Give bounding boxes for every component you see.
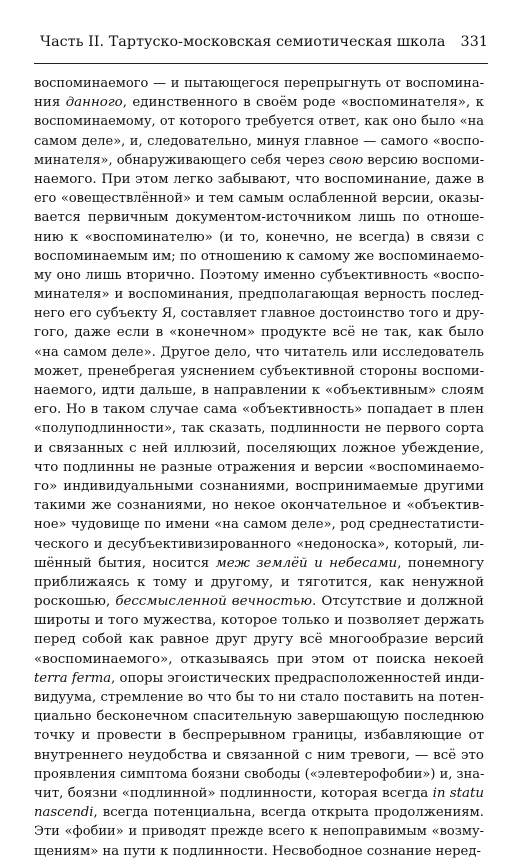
text-line bbox=[34, 726, 484, 745]
text-run: «полуподлинности», так сказать, подлинности не первого сорта bbox=[34, 421, 484, 437]
text-line bbox=[34, 822, 484, 841]
text-line bbox=[34, 93, 484, 112]
text-run: минателя», обнаруживающего себя через bbox=[34, 152, 330, 168]
italic-run: данного bbox=[65, 95, 123, 111]
text-line bbox=[34, 247, 484, 266]
text-line bbox=[34, 189, 484, 208]
text-run: его «овеществлённой» и тем самым ослабленной версии, оказы- bbox=[34, 191, 484, 207]
text-line bbox=[34, 592, 484, 611]
text-run: точку и провести в беспрерывном границы, избавляющие от bbox=[34, 728, 484, 744]
text-run: и связанных с ней иллюзий, поселяющих ложное убеждение, bbox=[34, 440, 484, 456]
text-run: широты и того мужества, которое только и позволяет держать bbox=[34, 613, 484, 629]
text-run: чит, боязни «подлинной» подлинности, которая всегда bbox=[34, 785, 433, 801]
text-run: гого, даже если в «конечном» продукте всё не так, как было bbox=[34, 325, 484, 341]
text-run: него его субъекту Я, составляет главное достоинство того и дру- bbox=[34, 306, 484, 322]
text-run: му оно лишь вторично. Поэтому именно субъективность «воспо- bbox=[34, 267, 484, 283]
text-run: «воспоминаемого», отказываясь при этом от поиска некоей bbox=[34, 651, 484, 667]
text-line bbox=[34, 765, 484, 784]
running-header bbox=[40, 34, 488, 50]
page-number: 331 bbox=[460, 34, 488, 50]
text-line bbox=[34, 535, 484, 554]
text-line bbox=[34, 439, 484, 458]
text-run: самом деле», и, следовательно, минуя главное — самого «воспо- bbox=[34, 133, 484, 149]
text-run: внутреннего неудобства и связанной с ним тревоги, — всё это bbox=[34, 747, 484, 763]
italic-run: бессмысленной вечностью bbox=[115, 594, 312, 610]
text-run: наемого. При этом легко забывают, что воспоминание, даже в bbox=[34, 171, 484, 187]
text-line bbox=[34, 112, 484, 131]
text-run: Эти «фобии» и приводят прежде всего к непоправимым «возму- bbox=[34, 824, 484, 840]
text-run: что подлинны не разные отражения и версии «воспоминаемо- bbox=[34, 459, 484, 475]
text-line bbox=[34, 419, 484, 438]
text-line bbox=[34, 170, 484, 189]
body-text bbox=[34, 74, 484, 861]
text-line bbox=[34, 784, 484, 803]
text-line bbox=[34, 458, 484, 477]
text-run: . Отсутствие и должной bbox=[312, 594, 484, 610]
text-line bbox=[34, 746, 484, 765]
text-line bbox=[34, 151, 484, 170]
text-run: циально бесконечном спасительную завершающую последнюю bbox=[34, 709, 484, 725]
text-run: , всегда потенциальна, всегда открыта продолжениям. bbox=[93, 805, 484, 821]
text-run: минателя» и воспоминания, предполагающая верность послед- bbox=[34, 287, 484, 303]
text-run: вается первичным документом-источником лишь по отноше- bbox=[34, 210, 484, 226]
text-line bbox=[34, 343, 484, 362]
italic-run: меж землёй и небесами bbox=[215, 555, 398, 571]
text-run: , понемногу bbox=[397, 555, 484, 571]
text-run: воспоминаемым им; по отношению к самому же воспоминаемо- bbox=[34, 248, 484, 264]
text-run: , опоры эгоистических предрасположенностей инди- bbox=[111, 670, 485, 686]
text-run: его. Но в таком случае сама «объективность» попадает в плен bbox=[34, 402, 484, 418]
text-run: го» индивидуальными сознаниями, воспринимаемые другими bbox=[34, 478, 484, 494]
text-run: , единственного в своём роде «воспоминателя», к bbox=[122, 95, 485, 111]
text-run: ное» чудовище по имени «на самом деле», род среднестатисти- bbox=[34, 517, 484, 533]
text-run: шённый бытия, носится bbox=[34, 555, 216, 571]
text-line bbox=[34, 228, 484, 247]
text-line bbox=[34, 842, 484, 861]
text-line bbox=[34, 803, 484, 822]
text-run: воспоминаемому, от которого требуется ответ, как оно было «на bbox=[34, 114, 484, 130]
text-line bbox=[34, 323, 484, 342]
text-run: перед собой как равное друг другу всё многообразие версий bbox=[34, 632, 484, 648]
text-line bbox=[34, 554, 484, 573]
text-line bbox=[34, 362, 484, 381]
text-run: может, пренебрегая уяснением субъективной стороны воспоми- bbox=[34, 363, 484, 379]
text-line bbox=[34, 304, 484, 323]
text-line bbox=[34, 74, 484, 93]
running-title: Часть II. Тартуско-московская семиотическая школа bbox=[40, 34, 446, 50]
text-run: ния bbox=[34, 95, 66, 111]
text-line bbox=[34, 132, 484, 151]
text-line bbox=[34, 611, 484, 630]
text-line bbox=[34, 496, 484, 515]
text-line bbox=[34, 707, 484, 726]
text-line bbox=[34, 669, 484, 688]
italic-run: terra ferma bbox=[34, 670, 112, 686]
text-run: щениям» на пути к подлинности. Несвободное сознание неред- bbox=[34, 843, 481, 859]
text-line bbox=[34, 650, 484, 669]
text-run: проявления симптома боязни свободы («элевтерофобии») и, зна- bbox=[34, 766, 485, 782]
text-run: роскошью, bbox=[34, 594, 116, 610]
text-run: приближаясь к тому и другому, и тяготится, как ненужной bbox=[34, 574, 484, 590]
text-run: ческого и десубъективизированного «недоноска», который, ли- bbox=[34, 536, 484, 552]
text-line bbox=[34, 208, 484, 227]
text-line bbox=[34, 477, 484, 496]
text-line bbox=[34, 688, 484, 707]
text-line bbox=[34, 630, 484, 649]
text-line bbox=[34, 381, 484, 400]
italic-run: in statu bbox=[432, 785, 484, 801]
text-line bbox=[34, 515, 484, 534]
text-run: воспоминаемого — и пытающегося перепрыгнуть от воспомина- bbox=[34, 76, 484, 91]
text-run: нию к «воспоминателю» (и то, конечно, не всегда) в связи с bbox=[34, 229, 484, 245]
text-line bbox=[34, 400, 484, 419]
header-rule bbox=[34, 63, 488, 64]
italic-run: свою bbox=[329, 152, 364, 168]
text-run: такими же сознаниями, но некое окончательное и «объектив- bbox=[34, 498, 484, 514]
text-line bbox=[34, 285, 484, 304]
text-run: версию воспоми- bbox=[363, 152, 485, 168]
text-line bbox=[34, 266, 484, 285]
text-run: наемого, идти дальше, в направлении к «объективным» слоям bbox=[34, 383, 484, 398]
italic-run: nascendi bbox=[34, 805, 94, 821]
text-run: «на самом деле». Другое дело, что читатель или исследователь bbox=[34, 344, 484, 360]
text-line bbox=[34, 573, 484, 592]
text-run: видуума, стремление во что бы то ни стало поставить на потен- bbox=[34, 690, 484, 705]
